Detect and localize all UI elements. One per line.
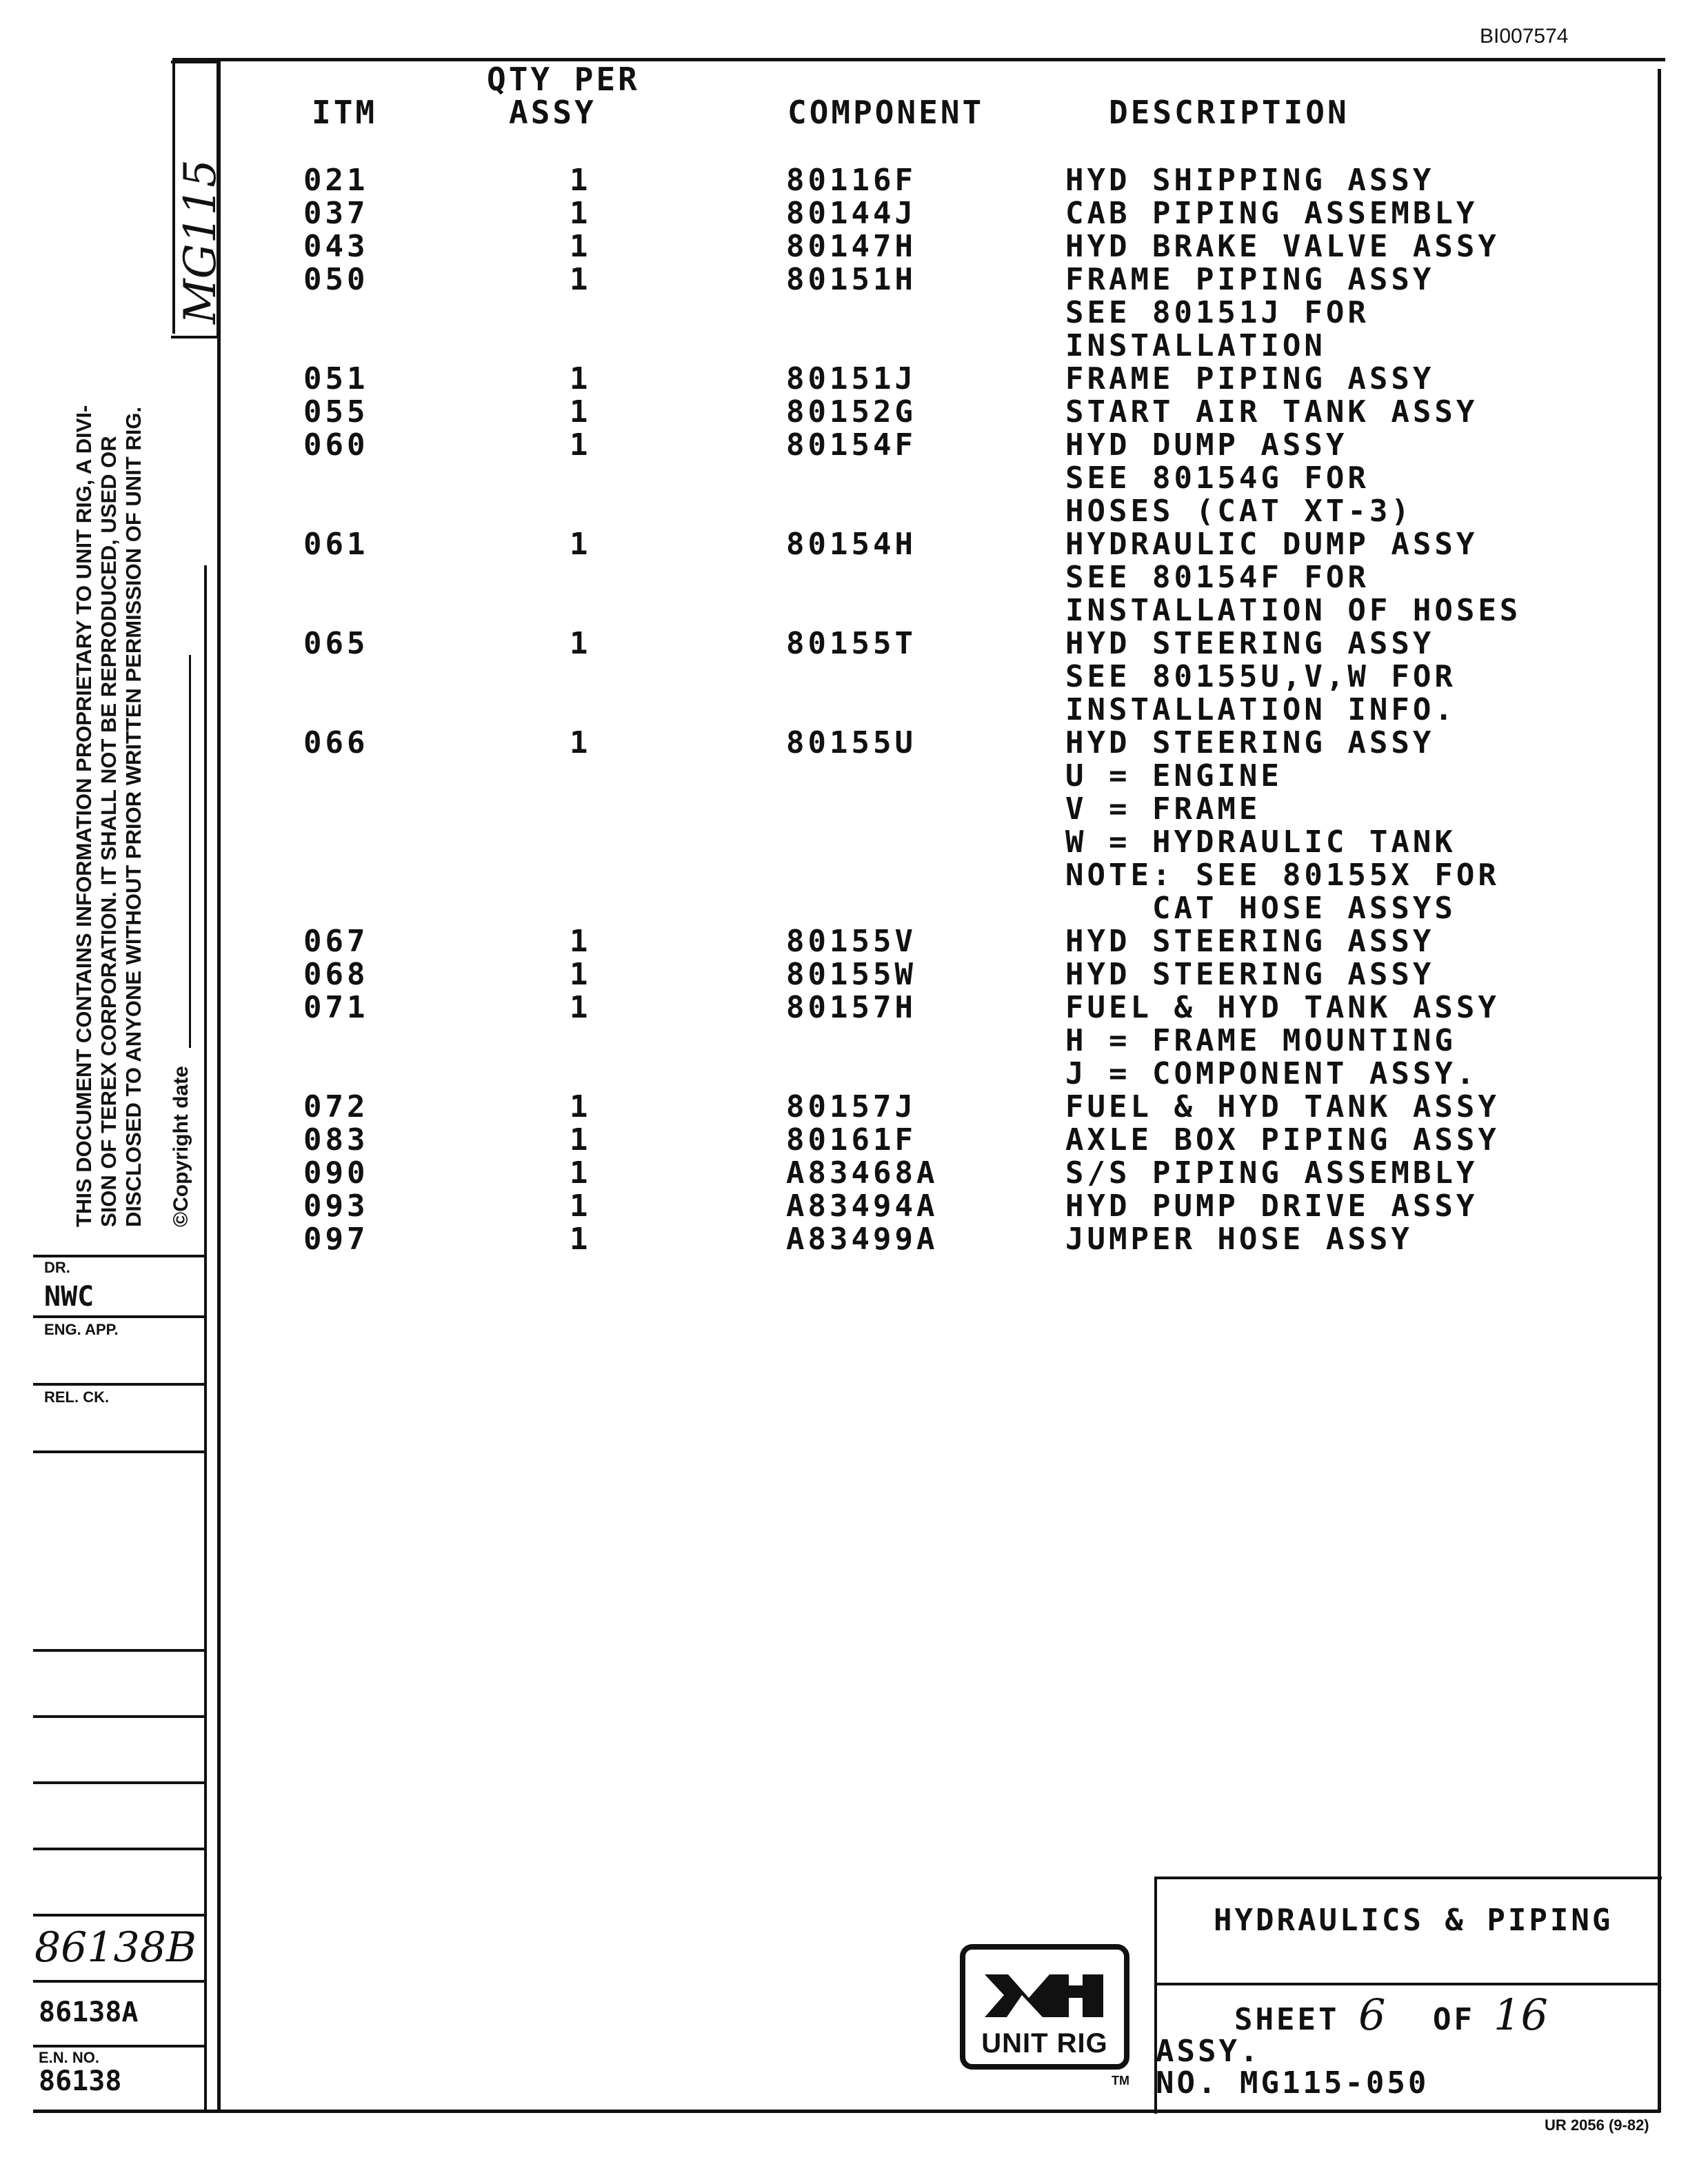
component-number: 80144J [786,196,916,231]
quantity: 1 [570,924,592,959]
signoff-line-4 [33,1450,205,1453]
logo-text: UNIT RIG [981,2028,1108,2059]
quantity: 1 [570,527,592,562]
item-number: 083 [303,1122,369,1157]
quantity: 1 [570,163,592,198]
description-line: H = FRAME MOUNTING [1065,1023,1456,1058]
itm-header: ITM [312,94,378,131]
description-line: SEE 80155U,V,W FOR [1065,659,1456,694]
component-header: COMPONENT [787,94,985,131]
quantity: 1 [570,427,592,463]
signoff-line-3 [33,1383,205,1386]
description-line: CAT HOSE ASSYS [1065,891,1456,926]
handwritten-model: MG115 [175,159,226,324]
rev-line-2 [33,1715,205,1718]
trademark-mark: TM [1112,2074,1129,2087]
rev-line-6 [33,1980,205,1983]
frame-top-line [172,58,1665,61]
rev-line-3 [33,1781,205,1784]
sheet-number: 6 [1358,1990,1386,2040]
component-number: 80155W [786,957,916,992]
item-number: 060 [303,427,369,463]
form-number: UR 2056 (9-82) [1545,2116,1649,2134]
assy-label: ASSY. [1156,2034,1261,2069]
frame-left-line [217,58,221,2112]
component-number: 80155T [786,626,916,661]
eng-app-label: ENG. APP. [44,1321,119,1338]
signoff-line-2 [33,1315,205,1318]
item-number: 021 [303,163,369,198]
description-line: FRAME PIPING ASSY [1065,361,1435,396]
item-number: 066 [303,725,369,760]
document-id: BI007574 [1480,25,1569,48]
description-line: CAB PIPING ASSEMBLY [1065,196,1478,231]
component-number: A83494A [786,1189,938,1224]
proprietary-notice [72,405,146,1227]
en-value: 86138 [39,2065,122,2097]
sheet-label: SHEET [1234,2002,1340,2037]
item-number: 043 [303,229,369,264]
item-number: 065 [303,626,369,661]
component-number: 80155V [786,924,916,959]
description-line: HYDRAULIC DUMP ASSY [1065,527,1478,562]
rev-line-1 [33,1649,205,1652]
signoff-top-line [33,1255,205,1257]
rel-ck-label: REL. CK. [44,1388,110,1406]
outer-inner-left-line [204,565,207,2113]
description-line: HYD STEERING ASSY [1065,725,1435,760]
description-line: HYD STEERING ASSY [1065,626,1435,661]
quantity: 1 [570,196,592,231]
description-line: AXLE BOX PIPING ASSY [1065,1122,1500,1157]
component-number: 80154H [786,527,916,562]
notice-line-1: THIS DOCUMENT CONTAINS INFORMATION PROPRIETARY TO UNIT RIG, A DIVI- [72,405,96,1227]
sheet-total: 16 [1494,1990,1548,2040]
description-line: HYD PUMP DRIVE ASSY [1065,1189,1478,1224]
item-number: 067 [303,924,369,959]
notice-line-2: SION OF TEREX CORPORATION. IT SHALL NOT BE REPRODUCED, USED OR [97,436,121,1227]
item-number: 061 [303,527,369,562]
component-number: 80157J [786,1089,916,1124]
quantity: 1 [570,1155,592,1191]
quantity: 1 [570,957,592,992]
description-line: FUEL & HYD TANK ASSY [1065,1089,1500,1124]
component-number: 80151H [786,262,916,297]
revision-handwritten: 86138B [34,1923,197,1972]
notice-line-3: DISCLOSED TO ANYONE WITHOUT PRIOR WRITTEN PERMISSION OF UNIT RIG. [121,406,145,1227]
item-number: 055 [303,394,369,429]
quantity: 1 [570,361,592,396]
dr-value: NWC [44,1281,94,1313]
qty-header-top: QTY PER [487,61,640,98]
description-line: V = FRAME [1065,791,1261,827]
component-number: 80157H [786,990,916,1025]
item-number: 051 [303,361,369,396]
rev-line-7 [33,2045,205,2048]
description-line: HYD STEERING ASSY [1065,957,1435,992]
drawing-title: HYDRAULICS & PIPING [1214,1903,1614,1938]
assembly-number: NO. MG115-050 [1156,2065,1429,2101]
frame-right-line [1658,69,1661,2112]
item-number: 037 [303,196,369,231]
description-line: J = COMPONENT ASSY. [1065,1056,1478,1091]
component-number: 80151J [786,361,916,396]
description-line: NOTE: SEE 80155X FOR [1065,858,1500,893]
component-number: 80155U [786,725,916,760]
description-line: SEE 80154F FOR [1065,560,1369,595]
quantity: 1 [570,1122,592,1157]
quantity: 1 [570,394,592,429]
description-line: S/S PIPING ASSEMBLY [1065,1155,1478,1191]
quantity: 1 [570,1089,592,1124]
description-line: INSTALLATION OF HOSES [1065,593,1522,628]
quantity: 1 [570,725,592,760]
quantity: 1 [570,626,592,661]
copyright-underline [189,655,191,1048]
dr-label: DR. [44,1259,70,1276]
description-line: FRAME PIPING ASSY [1065,262,1435,297]
item-number: 071 [303,990,369,1025]
description-line: JUMPER HOSE ASSY [1065,1222,1413,1257]
item-number: 068 [303,957,369,992]
description-line: FUEL & HYD TANK ASSY [1065,990,1500,1025]
description-header: DESCRIPTION [1109,94,1349,131]
description-line: W = HYDRAULIC TANK [1065,825,1456,860]
of-label: OF [1433,2002,1475,2037]
item-number: 050 [303,262,369,297]
quantity: 1 [570,1189,592,1224]
title-block-divider [1154,1983,1660,1985]
qty-header-bottom: ASSY [509,94,596,131]
description-line: HYD BRAKE VALVE ASSY [1065,229,1500,264]
component-number: 80154F [786,427,916,463]
description-line: SEE 80154G FOR [1065,461,1369,496]
description-line: HOSES (CAT XT-3) [1065,494,1413,529]
description-line: START AIR TANK ASSY [1065,394,1478,429]
en-label: E.N. NO. [39,2049,100,2066]
description-line: HYD SHIPPING ASSY [1065,163,1435,198]
quantity: 1 [570,990,592,1025]
rev-line-4 [33,1848,205,1850]
component-number: A83499A [786,1222,938,1257]
unit-rig-logo [960,1944,1129,2070]
component-number: 80147H [786,229,916,264]
description-line: INSTALLATION [1065,328,1326,363]
quantity: 1 [570,1222,592,1257]
component-number: 80116F [786,163,916,198]
item-number: 090 [303,1155,369,1191]
unit-rig-logo-mark [965,1954,1124,2030]
copyright-label: ©Copyright date [170,1066,192,1227]
component-number: A83468A [786,1155,938,1191]
item-number: 097 [303,1222,369,1257]
description-line: HYD DUMP ASSY [1065,427,1348,463]
quantity: 1 [570,262,592,297]
description-line: U = ENGINE [1065,758,1283,793]
component-number: 80161F [786,1122,916,1157]
description-line: SEE 80151J FOR [1065,295,1369,330]
item-number: 072 [303,1089,369,1124]
quantity: 1 [570,229,592,264]
component-number: 80152G [786,394,916,429]
item-number: 093 [303,1189,369,1224]
description-line: HYD STEERING ASSY [1065,924,1435,959]
description-line: INSTALLATION INFO. [1065,692,1456,727]
rev-line-5 [33,1914,205,1917]
revision-typed: 86138A [39,1996,139,2028]
